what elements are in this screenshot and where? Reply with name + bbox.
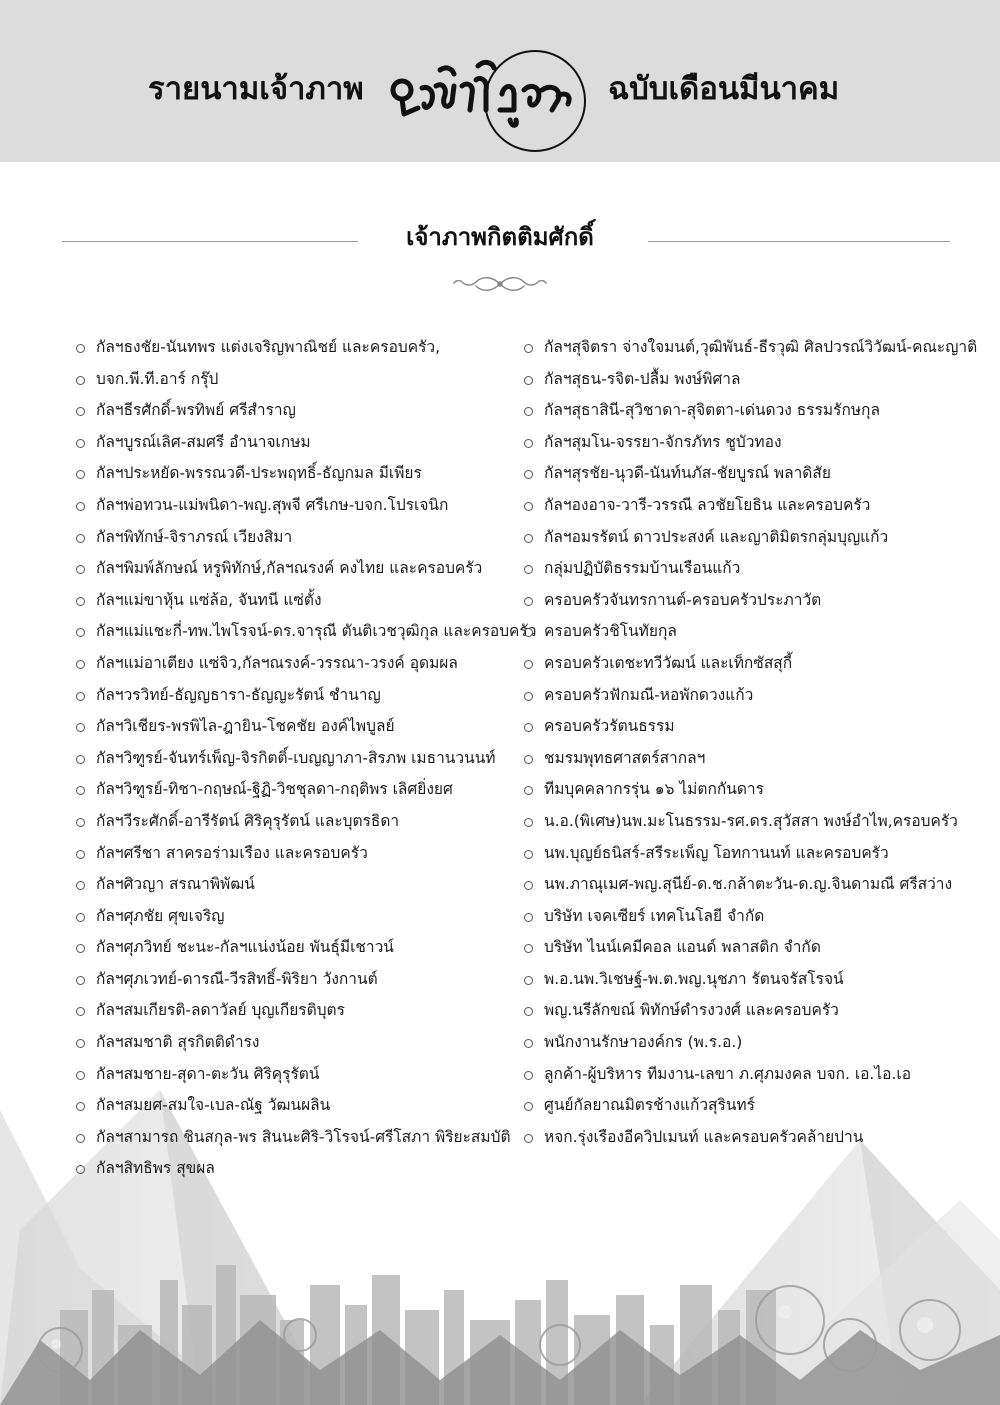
sponsor-list-item bbox=[76, 869, 536, 901]
bullet-circle-icon bbox=[76, 1102, 85, 1111]
sponsor-list-item bbox=[76, 522, 536, 554]
bullet-circle-icon bbox=[76, 1165, 85, 1174]
sponsor-list-item bbox=[524, 869, 977, 901]
sponsor-name: กัลฯแม่แชะกี่-ทพ.ไพโรจน์-ดร.จารุณี ตันติเวชวุฒิกุล และครอบครัว bbox=[96, 622, 537, 641]
title-rule-right bbox=[648, 241, 950, 242]
sponsor-name: ลูกค้า-ผู้บริหาร ทีมงาน-เลขา ภ.ศุภมงคล บจก. เอ.ไอ.เอ bbox=[544, 1064, 911, 1083]
sponsor-name: กัลฯธงชัย-นันทพร แต่งเจริญพาณิชย์ และครอบครัว, bbox=[96, 338, 441, 356]
sponsor-list-item bbox=[76, 427, 536, 459]
bullet-circle-icon bbox=[524, 1134, 533, 1143]
sponsor-name: กัลฯพิทักษ์-จิราภรณ์ เวียงสิมา bbox=[96, 527, 293, 546]
bullet-circle-icon bbox=[524, 818, 533, 827]
sponsor-name: กัลฯสมชาติ สุรกิตติดำรง bbox=[96, 1033, 260, 1052]
bullet-circle-icon bbox=[76, 502, 85, 511]
sponsor-list-item bbox=[76, 711, 536, 743]
bullet-circle-icon bbox=[524, 913, 533, 922]
sponsor-list-item bbox=[76, 648, 536, 680]
sponsor-name: บริษัท เจคเซียร์ เทคโนโลยี จำกัด bbox=[544, 906, 765, 925]
sponsor-list-item bbox=[524, 743, 977, 775]
sponsor-list-item bbox=[76, 458, 536, 490]
sponsor-list-item bbox=[76, 332, 536, 364]
sponsor-name: กัลฯวิฑูรย์-จันทร์เพ็ญ-จิรกิตติ์-เบญญาภา-สิรภพ เมธานวนนท์ bbox=[96, 748, 496, 767]
sponsor-name: ครอบครัวฟักมณี-หอพักดวงแก้ว bbox=[544, 685, 754, 704]
bullet-circle-icon bbox=[76, 597, 85, 606]
magazine-logo bbox=[382, 46, 592, 156]
sponsor-name: นพ.ภาณุเมศ-พญ.สุนีย์-ด.ช.กล้าตะวัน-ด.ญ.จินดามณี ศรีสว่าง bbox=[544, 875, 953, 894]
sponsor-name: ครอบครัวรัตนธรรม bbox=[544, 717, 675, 736]
sponsor-name: กัลฯวิฑูรย์-ทิชา-กฤษณ์-ฐิฏิ-วิชชุลดา-กฤติพร เลิศยิ่งยศ bbox=[96, 780, 453, 799]
sponsor-list-item bbox=[76, 490, 536, 522]
sponsor-list-item bbox=[524, 1027, 977, 1059]
sponsor-name: กัลฯองอาจ-วารี-วรรณี ลวชัยโยธิน และครอบครัว bbox=[544, 495, 871, 514]
bullet-circle-icon bbox=[524, 344, 533, 353]
sponsor-list-right bbox=[524, 332, 977, 1153]
bullet-circle-icon bbox=[524, 597, 533, 606]
sponsor-name: กัลฯวิเชียร-พรพิไล-ฎายิน-โชคชัย องค์ไพบูลย์ bbox=[96, 717, 395, 736]
bullet-circle-icon bbox=[76, 818, 85, 827]
sponsor-name: กัลฯศิวญา สรณาพิพัฒน์ bbox=[96, 875, 255, 894]
bullet-circle-icon bbox=[524, 628, 533, 637]
sponsor-list-item bbox=[76, 364, 536, 396]
sponsor-list-item bbox=[524, 806, 977, 838]
sponsor-list-item bbox=[524, 395, 977, 427]
sponsor-list-item bbox=[524, 901, 977, 933]
sponsor-name: กัลฯศุภวิทย์ ชะนะ-กัลฯแน่งน้อย พันธุ์มีเชาวน์ bbox=[96, 938, 394, 957]
sponsor-list-item bbox=[524, 585, 977, 617]
bullet-circle-icon bbox=[524, 692, 533, 701]
sponsor-list-item bbox=[76, 680, 536, 712]
bullet-circle-icon bbox=[524, 723, 533, 732]
sponsor-list-item bbox=[76, 395, 536, 427]
sponsor-name: กัลฯพ่อทวน-แม่พนิดา-พญ.สุพจี ศรีเกษ-บจก.โปรเจนิก bbox=[96, 495, 449, 514]
sponsor-list-item bbox=[524, 838, 977, 870]
sponsor-list-left bbox=[76, 332, 536, 1185]
sponsor-name: ครอบครัวจันทรกานต์-ครอบครัวประภาวัต bbox=[544, 590, 822, 609]
sponsor-name: กัลฯสุรชัย-นุวดี-นันท์นภัส-ชัยบูรณ์ พลาดิสัย bbox=[544, 464, 831, 483]
bullet-circle-icon bbox=[524, 502, 533, 511]
sponsor-list-item bbox=[524, 995, 977, 1027]
sponsor-list-item bbox=[524, 616, 977, 648]
bullet-circle-icon bbox=[524, 407, 533, 416]
sponsor-list-item bbox=[76, 806, 536, 838]
sponsor-name: กัลฯสุมโน-จรรยา-จักรภัทร ชูบัวทอง bbox=[544, 432, 782, 451]
bullet-circle-icon bbox=[524, 850, 533, 859]
sponsor-name: ครอบครัวชิโนทัยกุล bbox=[544, 622, 677, 641]
bullet-circle-icon bbox=[524, 1007, 533, 1016]
sponsor-list-item bbox=[524, 648, 977, 680]
bullet-circle-icon bbox=[524, 439, 533, 448]
bullet-circle-icon bbox=[76, 439, 85, 448]
sponsor-list-item bbox=[524, 1122, 977, 1154]
ornament-icon bbox=[452, 272, 548, 296]
sponsor-name: ชมรมพุทธศาสตร์สากลฯ bbox=[544, 748, 706, 767]
sponsor-list-item bbox=[524, 1090, 977, 1122]
sponsor-name: กัลฯพิมพ์ลักษณ์ หรูพิทักษ์,กัลฯณรงค์ คงไทย และครอบครัว bbox=[96, 559, 483, 578]
sponsor-name: กัลฯสมเกียรติ-ลดาวัลย์ บุญเกียรติบุตร bbox=[96, 1001, 345, 1020]
sponsor-name: กัลฯสุจิตรา จ่างใจมนต์,วุฒิพันธ์-ธีรวุฒิ ศิลปวรณ์วิวัฒน์-คณะญาติ bbox=[544, 338, 978, 356]
bullet-circle-icon bbox=[76, 1007, 85, 1016]
bullet-circle-icon bbox=[524, 1102, 533, 1111]
sponsor-name: กัลฯแม่ขาหุ้น แซ่ล้อ, จันทนี แซ่ตั้ง bbox=[96, 590, 322, 609]
sponsor-name: บจก.พี.ที.อาร์ กรุ๊ป bbox=[96, 369, 219, 388]
sponsor-name: กัลฯศุภชัย ศุขเจริญ bbox=[96, 906, 225, 925]
sponsor-name: ทีมบุคคลากรรุ่น ๑๖ ไม่ตกกันดาร bbox=[544, 780, 764, 799]
sponsor-list-item bbox=[524, 522, 977, 554]
sponsor-list-item bbox=[76, 553, 536, 585]
sponsor-name: กัลฯอมรรัตน์ ดาวประสงค์ และญาติมิตรกลุ่มบุญแก้ว bbox=[544, 527, 889, 546]
sponsor-list-item bbox=[76, 1090, 536, 1122]
sponsor-list-item bbox=[76, 964, 536, 996]
logo-text: อยู่ในบุญ bbox=[487, 154, 491, 155]
sponsor-list-item bbox=[76, 932, 536, 964]
bullet-circle-icon bbox=[76, 534, 85, 543]
sponsor-name: กัลฯศุภเวทย์-ดารณี-วีรสิทธิ์-พิริยา วังกานต์ bbox=[96, 969, 378, 988]
sponsor-name: กัลฯแม่อาเตียง แซ่จิว,กัลฯณรงค์-วรรณา-วรงค์ อุดมผล bbox=[96, 653, 458, 672]
sponsor-list-item bbox=[524, 711, 977, 743]
sponsor-name: กลุ่มปฏิบัติธรรมบ้านเรือนแก้ว bbox=[544, 559, 741, 578]
bullet-circle-icon bbox=[76, 1134, 85, 1143]
bullet-circle-icon bbox=[76, 628, 85, 637]
sponsor-name: กัลฯสมยศ-สมใจ-เบล-ณัฐ วัฒนผลิน bbox=[96, 1096, 331, 1115]
bullet-circle-icon bbox=[76, 786, 85, 795]
bullet-circle-icon bbox=[524, 976, 533, 985]
sponsor-name: นพ.บุญย์ธนิสร์-สรีระเพ็ญ โอทกานนท์ และครอบครัว bbox=[544, 843, 889, 862]
sponsor-list-item bbox=[76, 774, 536, 806]
sponsor-list-item bbox=[76, 743, 536, 775]
sponsor-name: ศูนย์กัลยาณมิตรช้างแก้วสุรินทร์ bbox=[544, 1096, 755, 1115]
sponsor-name: กัลฯวีระศักดิ์-อารีรัตน์ ศิริคุรุรัตน์ และบุตรธิดา bbox=[96, 811, 400, 830]
bullet-circle-icon bbox=[524, 755, 533, 764]
sponsor-list-item bbox=[524, 964, 977, 996]
bullet-circle-icon bbox=[76, 407, 85, 416]
bullet-circle-icon bbox=[76, 913, 85, 922]
bullet-circle-icon bbox=[76, 755, 85, 764]
sponsor-list-item bbox=[76, 1153, 536, 1185]
sponsor-name: หจก.รุ่งเรืองอีควิปเมนท์ และครอบครัวคล้ายปาน bbox=[544, 1127, 864, 1146]
sponsor-list-item bbox=[76, 616, 536, 648]
header-band bbox=[0, 0, 1000, 162]
sponsor-list-item bbox=[76, 838, 536, 870]
sponsor-list-item bbox=[76, 1059, 536, 1091]
bullet-circle-icon bbox=[76, 376, 85, 385]
bullet-circle-icon bbox=[76, 1071, 85, 1080]
header-title-right: ฉบับเดือนมีนาคม bbox=[608, 71, 840, 107]
sponsor-name: กัลฯประหยัด-พรรณวดี-ประพฤทธิ์-ธัญกมล มีเพียร bbox=[96, 464, 422, 483]
bullet-circle-icon bbox=[76, 660, 85, 669]
bullet-circle-icon bbox=[524, 376, 533, 385]
bullet-circle-icon bbox=[76, 944, 85, 953]
sponsor-list-item bbox=[524, 332, 977, 364]
bullet-circle-icon bbox=[76, 344, 85, 353]
sponsor-name: กัลฯธีรศักดิ์-พรทิพย์ ศรีสำราญ bbox=[96, 401, 296, 420]
sponsor-list-item bbox=[524, 774, 977, 806]
sponsor-name: น.อ.(พิเศษ)นพ.มะโนธรรม-รศ.ดร.สุวัสสา พงษ์อำไพ,ครอบครัว bbox=[544, 811, 958, 830]
sponsor-list-item bbox=[76, 1027, 536, 1059]
sponsor-list-item bbox=[524, 458, 977, 490]
header-title-left: รายนามเจ้าภาพ bbox=[148, 71, 364, 107]
sponsor-name: พญ.นรีลักขณ์ พิทักษ์ดำรงวงศ์ และครอบครัว bbox=[544, 1001, 839, 1020]
sponsor-name: ครอบครัวเตชะทวีวัฒน์ และเท็กซัสสุกี้ bbox=[544, 653, 793, 672]
sponsor-list-item bbox=[76, 901, 536, 933]
bullet-circle-icon bbox=[76, 1039, 85, 1048]
sponsor-name: กัลฯสิทธิพร สุขผล bbox=[96, 1159, 215, 1178]
sponsor-name: พนักงานรักษาองค์กร (พ.ร.อ.) bbox=[544, 1033, 743, 1052]
bullet-circle-icon bbox=[76, 692, 85, 701]
bullet-circle-icon bbox=[76, 565, 85, 574]
sponsor-list-item bbox=[76, 585, 536, 617]
sponsor-list-item bbox=[524, 364, 977, 396]
bullet-circle-icon bbox=[524, 1071, 533, 1080]
bullet-circle-icon bbox=[524, 944, 533, 953]
bullet-circle-icon bbox=[524, 786, 533, 795]
bullet-circle-icon bbox=[76, 881, 85, 890]
section-title: เจ้าภาพกิตติมศักดิ์ bbox=[406, 223, 594, 251]
sponsor-list-item bbox=[524, 680, 977, 712]
sponsor-name: กัลฯสามารถ ชินสกุล-พร สินนะศิริ-วิโรจน์-ศรีโสภา พิริยะสมบัติ bbox=[96, 1127, 511, 1146]
bullet-circle-icon bbox=[76, 850, 85, 859]
bullet-circle-icon bbox=[524, 470, 533, 479]
sponsor-list-item bbox=[524, 553, 977, 585]
bullet-circle-icon bbox=[76, 976, 85, 985]
bullet-circle-icon bbox=[524, 881, 533, 890]
bullet-circle-icon bbox=[524, 660, 533, 669]
sponsor-name: กัลฯบูรณ์เลิศ-สมศรี อำนาจเกษม bbox=[96, 432, 311, 451]
sponsor-list-item bbox=[524, 932, 977, 964]
bullet-circle-icon bbox=[76, 723, 85, 732]
sponsor-name: บริษัท ไนน์เคมีคอล แอนด์ พลาสติก จำกัด bbox=[544, 938, 821, 957]
sponsor-name: กัลฯสุธาสินี-สุวิชาดา-สุจิตตา-เด่นดวง ธรรมรักษกุล bbox=[544, 401, 880, 420]
sponsor-name: กัลฯสุธน-รจิต-ปลื้ม พงษ์พิศาล bbox=[544, 369, 741, 388]
sponsor-list-item bbox=[524, 1059, 977, 1091]
sponsor-name: กัลฯศรีชา สาครอร่ามเรือง และครอบครัว bbox=[96, 843, 368, 862]
sponsor-list-item bbox=[524, 427, 977, 459]
sponsor-name: พ.อ.นพ.วิเชษฐ์-พ.ต.พญ.นุชภา รัตนจรัสโรจน์ bbox=[544, 969, 844, 988]
sponsor-list-item bbox=[76, 1122, 536, 1154]
bullet-circle-icon bbox=[524, 565, 533, 574]
bullet-circle-icon bbox=[524, 1039, 533, 1048]
sponsor-name: กัลฯวรวิทย์-ธัญญธารา-ธัญญะรัตน์ ชำนาญ bbox=[96, 685, 381, 704]
bullet-circle-icon bbox=[76, 470, 85, 479]
bullet-circle-icon bbox=[524, 534, 533, 543]
sponsor-list-item bbox=[524, 490, 977, 522]
sponsor-list-item bbox=[76, 995, 536, 1027]
sponsor-name: กัลฯสมชาย-สุดา-ตะวัน ศิริคุรุรัตน์ bbox=[96, 1064, 320, 1083]
